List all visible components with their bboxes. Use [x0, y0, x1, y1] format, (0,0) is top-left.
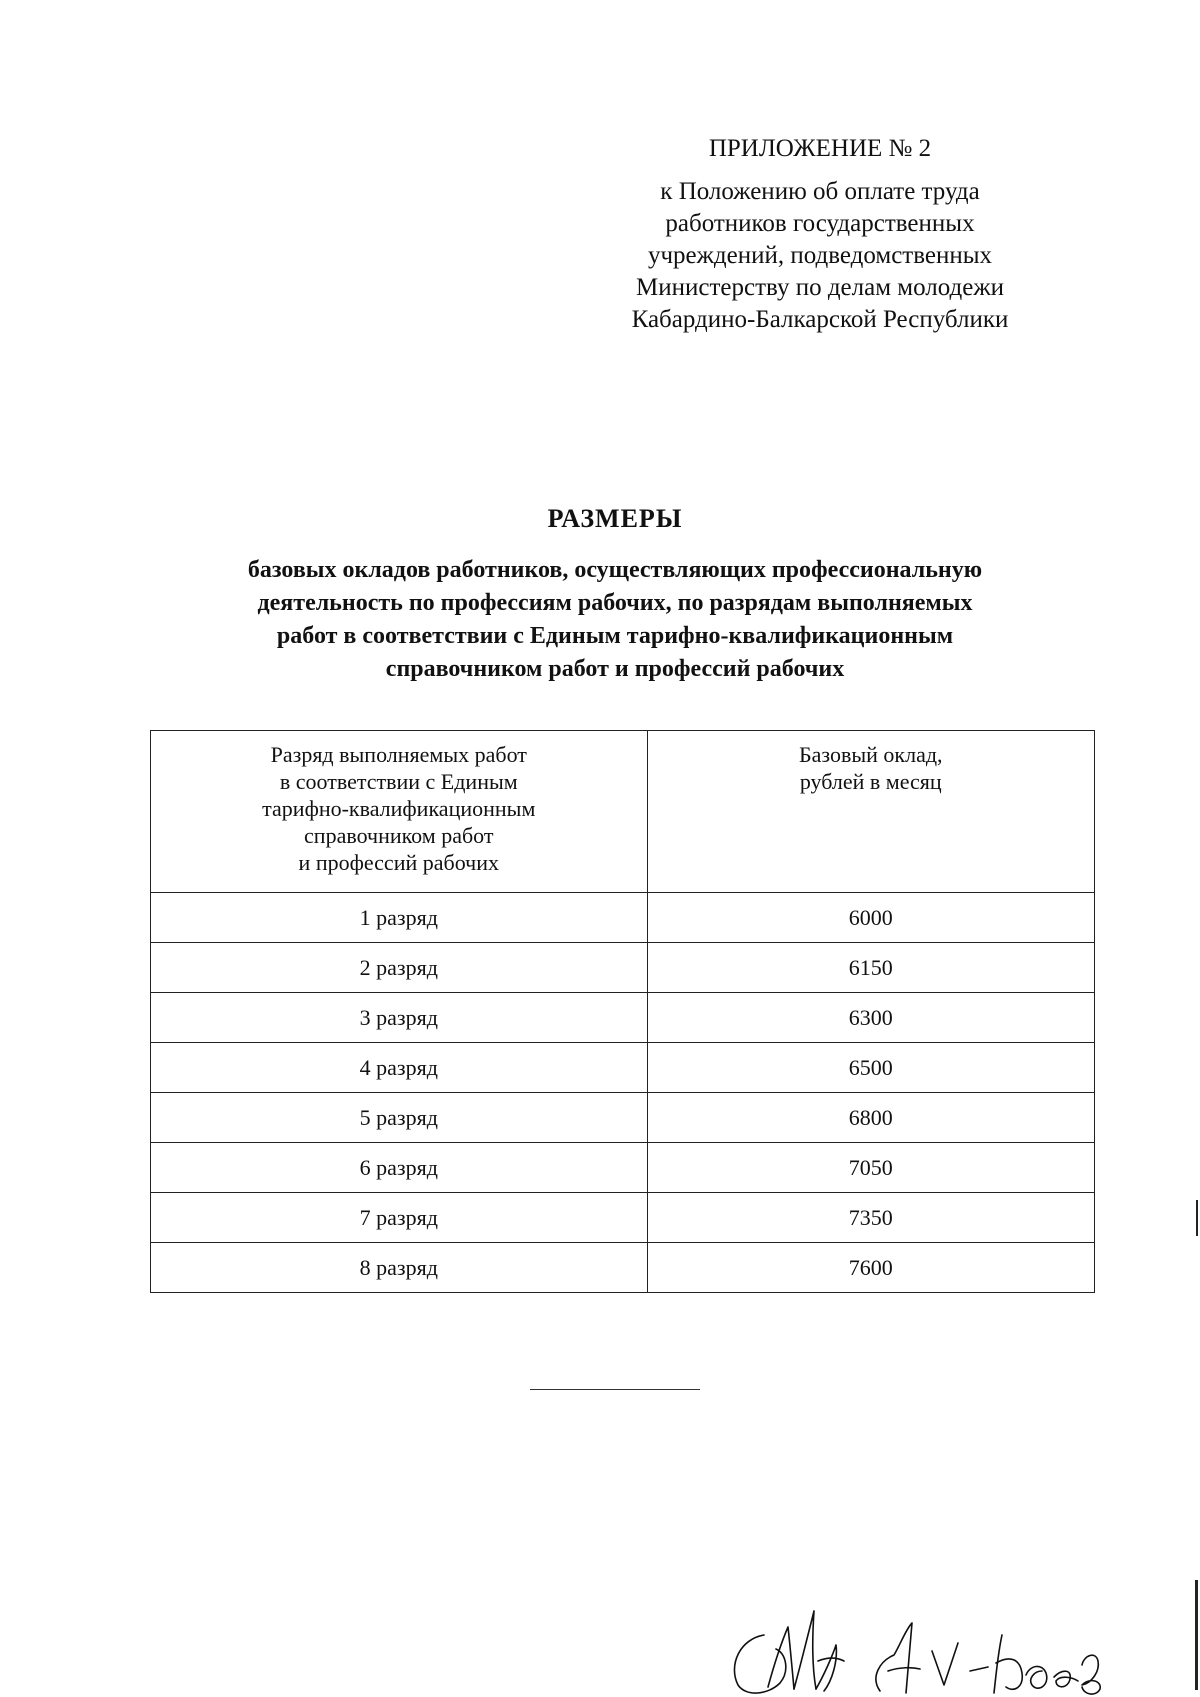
appendix-line: к Положению об оплате труда [660, 178, 980, 205]
appendix-title: ПРИЛОЖЕНИЕ № 2 [708, 135, 932, 162]
appendix-line: Кабардино-Балкарской Республики [631, 306, 1009, 333]
scan-mark [1195, 1580, 1198, 1690]
table-row [151, 1193, 1095, 1243]
table-header-row [151, 731, 1095, 893]
table-row [151, 1093, 1095, 1143]
handwritten-signature [720, 1605, 1110, 1697]
table-row [151, 1143, 1095, 1193]
salary-cell: 7350 [647, 1193, 1094, 1243]
grade-header-line: справочником работ [304, 823, 494, 848]
grade-cell: 4 разряд [151, 1043, 648, 1093]
end-rule-divider [530, 1389, 700, 1390]
document-title: РАЗМЕРЫ [547, 504, 683, 533]
salary-cell: 6300 [647, 993, 1094, 1043]
table-row [151, 1243, 1095, 1293]
table-row [151, 943, 1095, 993]
salary-cell: 6500 [647, 1043, 1094, 1093]
grade-column-header [151, 731, 648, 893]
grade-cell: 5 разряд [151, 1093, 648, 1143]
salary-header-line: рублей в месяц [799, 769, 942, 794]
appendix-block [580, 134, 1060, 336]
salary-cell: 7050 [647, 1143, 1094, 1193]
table-row [151, 893, 1095, 943]
scan-mark [1196, 1200, 1198, 1236]
grade-cell: 2 разряд [151, 943, 648, 993]
grade-header-line: в соответствии с Единым [279, 769, 518, 794]
appendix-line: учреждений, подведомственных [647, 242, 993, 269]
table-row [151, 993, 1095, 1043]
grade-cell: 8 разряд [151, 1243, 648, 1293]
grade-cell: 7 разряд [151, 1193, 648, 1243]
appendix-line: Министерству по делам молодежи [635, 274, 1004, 301]
salary-table [150, 730, 1095, 1293]
salary-header-line: Базовый оклад, [799, 742, 943, 767]
salary-cell: 6150 [647, 943, 1094, 993]
document-heading [150, 503, 1080, 686]
salary-cell: 6800 [647, 1093, 1094, 1143]
grade-header-line: тарифно-квалификационным [262, 796, 536, 821]
document-subtitle-line: работ в соответствии с Единым тарифно-квалификационным [276, 623, 954, 649]
grade-cell: 6 разряд [151, 1143, 648, 1193]
document-subtitle-line: деятельность по профессиям рабочих, по разрядам выполняемых [257, 590, 973, 616]
grade-cell: 3 разряд [151, 993, 648, 1043]
salary-column-header [647, 731, 1094, 893]
grade-header-line: и профессий рабочих [298, 850, 499, 875]
grade-cell: 1 разряд [151, 893, 648, 943]
appendix-line: работников государственных [665, 210, 975, 237]
document-subtitle-line: справочником работ и профессий рабочих [385, 656, 845, 682]
salary-cell: 6000 [647, 893, 1094, 943]
document-subtitle-line: базовых окладов работников, осуществляющих профессиональную [247, 557, 983, 583]
salary-cell: 7600 [647, 1243, 1094, 1293]
table-row [151, 1043, 1095, 1093]
grade-header-line: Разряд выполняемых работ [270, 742, 527, 767]
